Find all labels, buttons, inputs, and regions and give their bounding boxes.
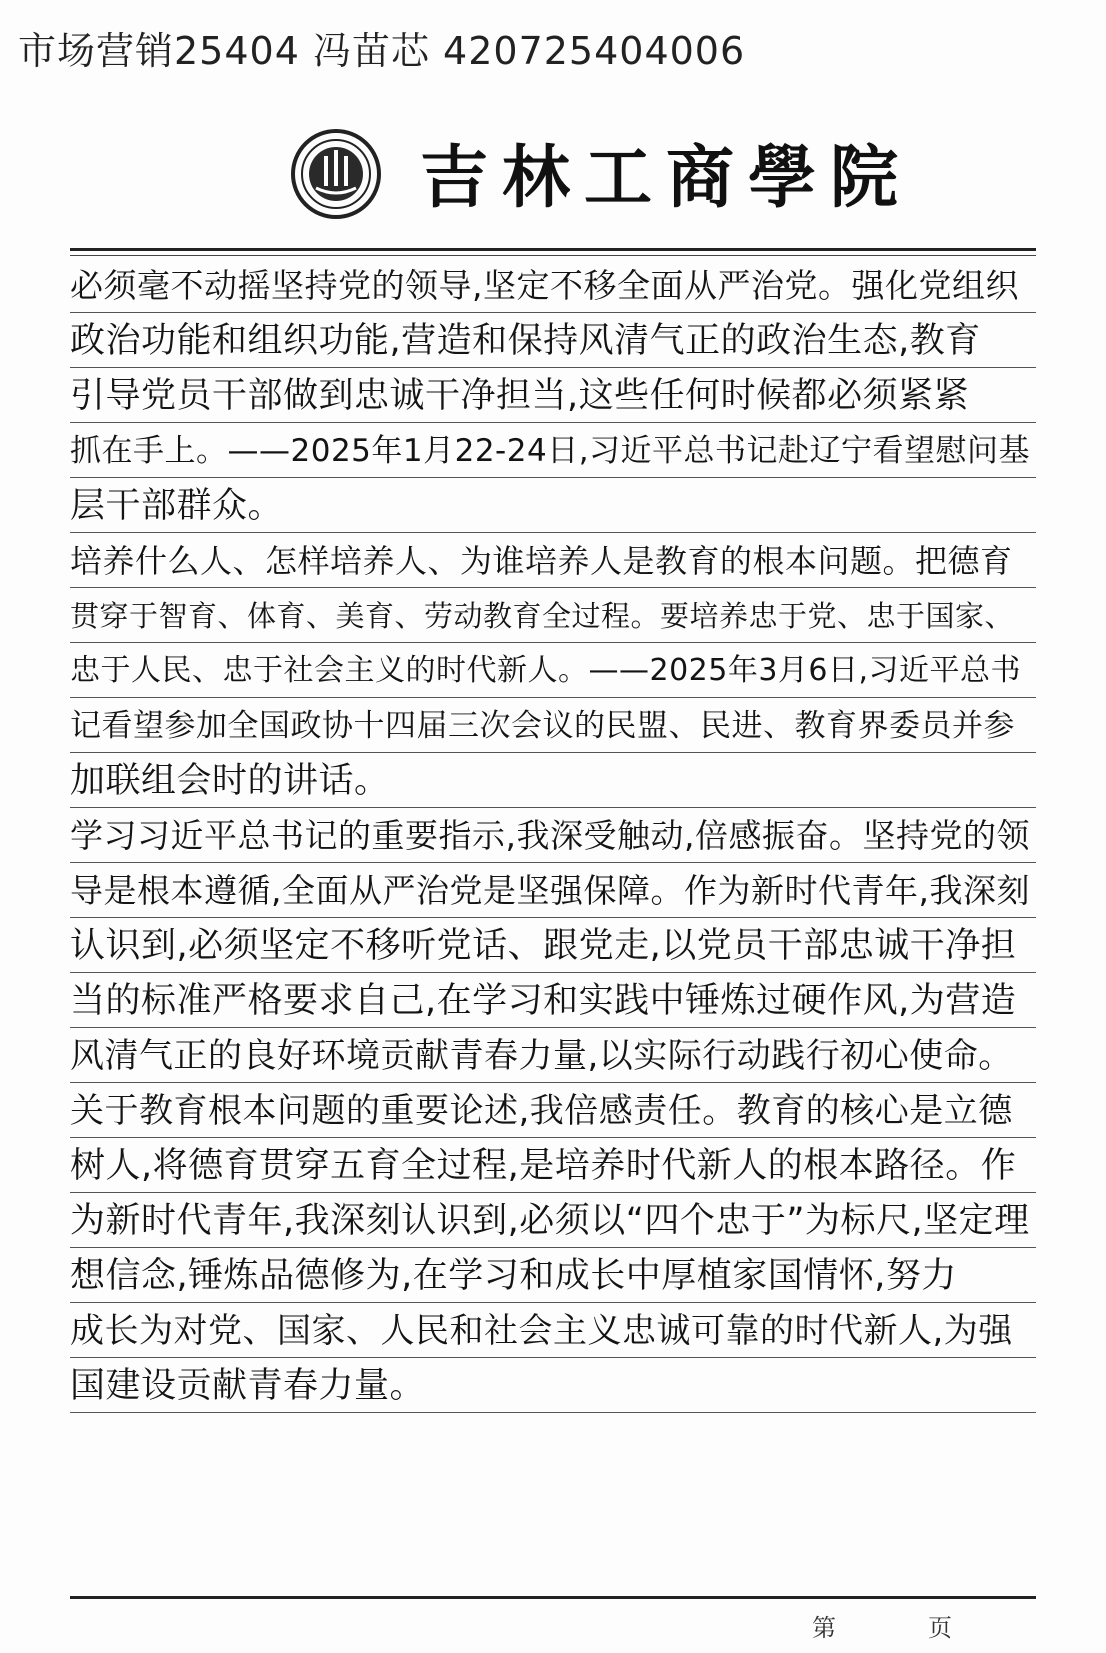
- text-line: [70, 698, 1036, 753]
- text-line: [70, 863, 1036, 918]
- school-name: 吉林工商學院: [420, 138, 913, 218]
- line-text: 树人,将德育贯穿五育全过程,是培养时代新人的根本路径。作: [70, 1146, 1017, 1186]
- text-line: [70, 1248, 1036, 1303]
- text-line: [70, 1138, 1036, 1193]
- ruled-lines: [70, 258, 1036, 1413]
- text-line: [70, 1028, 1036, 1083]
- line-text: 引导党员干部做到忠诚干净担当,这些任何时候都必须紧紧: [70, 376, 970, 416]
- line-text: 必须毫不动摇坚持党的领导,坚定不移全面从严治党。强化党组织: [70, 266, 1019, 305]
- line-text: 抓在手上。——2025年1月22-24日,习近平总书记赴辽宁看望慰问基: [70, 433, 1031, 469]
- text-line: [70, 808, 1036, 863]
- line-text: 成长为对党、国家、人民和社会主义忠诚可靠的时代新人,为强: [70, 1311, 1013, 1351]
- text-line: [70, 1083, 1036, 1138]
- line-text: 政治功能和组织功能,营造和保持风清气正的政治生态,教育: [70, 321, 981, 361]
- text-line: [70, 423, 1036, 478]
- text-line: [70, 368, 1036, 423]
- line-text: 培养什么人、怎样培养人、为谁培养人是教育的根本问题。把德育: [70, 542, 1013, 580]
- text-line: [70, 973, 1036, 1028]
- text-line: [70, 588, 1036, 643]
- text-line: [70, 533, 1036, 588]
- line-text: 导是根本遵循,全面从严治党是坚强保障。作为新时代青年,我深刻: [70, 871, 1030, 910]
- school-seal-icon: [290, 128, 382, 220]
- line-text: 想信念,锤炼品德修为,在学习和成长中厚植家国情怀,努力: [70, 1256, 957, 1296]
- line-text: 国建设贡献青春力量。: [70, 1366, 426, 1406]
- header-divider-thin: [70, 255, 1036, 256]
- page-number-suffix: 页: [928, 1614, 952, 1642]
- line-text: 风清气正的良好环境贡献青春力量,以实际行动践行初心使命。: [70, 1036, 1013, 1076]
- line-text: 认识到,必须坚定不移听党话、跟党走,以党员干部忠诚干净担: [70, 926, 1017, 966]
- text-line: [70, 918, 1036, 973]
- line-text: 贯穿于智育、体育、美育、劳动教育全过程。要培养忠于党、忠于国家、: [70, 599, 1015, 633]
- header-divider: [70, 248, 1036, 251]
- line-text: 记看望参加全国政协十四届三次会议的民盟、民进、教育界委员并参: [70, 708, 1015, 744]
- line-text: 层干部群众。: [70, 486, 284, 526]
- line-text: 当的标准严格要求自己,在学习和实践中锤炼过硬作风,为营造: [70, 981, 1017, 1021]
- text-line: [70, 1358, 1036, 1413]
- text-line: [70, 1303, 1036, 1358]
- text-line: [70, 478, 1036, 533]
- line-text: 关于教育根本问题的重要论述,我倍感责任。教育的核心是立德: [70, 1091, 1013, 1131]
- text-line: [70, 313, 1036, 368]
- line-text: 学习习近平总书记的重要指示,我深受触动,倍感振奋。坚持党的领: [70, 816, 1030, 855]
- line-text: 为新时代青年,我深刻认识到,必须以“四个忠于”为标尺,坚定理: [70, 1201, 1030, 1241]
- text-line: [70, 1193, 1036, 1248]
- text-line: [70, 258, 1036, 313]
- page-number-prefix: 第: [812, 1614, 836, 1642]
- line-text: 忠于人民、忠于社会主义的时代新人。——2025年3月6日,习近平总书: [70, 653, 1022, 688]
- text-line: [70, 753, 1036, 808]
- footer-divider: [70, 1596, 1036, 1599]
- handwritten-student-info: 市场营销25404 冯苗芯 420725404006: [18, 29, 746, 73]
- text-line: [70, 643, 1036, 698]
- line-text: 加联组会时的讲话。: [70, 761, 390, 801]
